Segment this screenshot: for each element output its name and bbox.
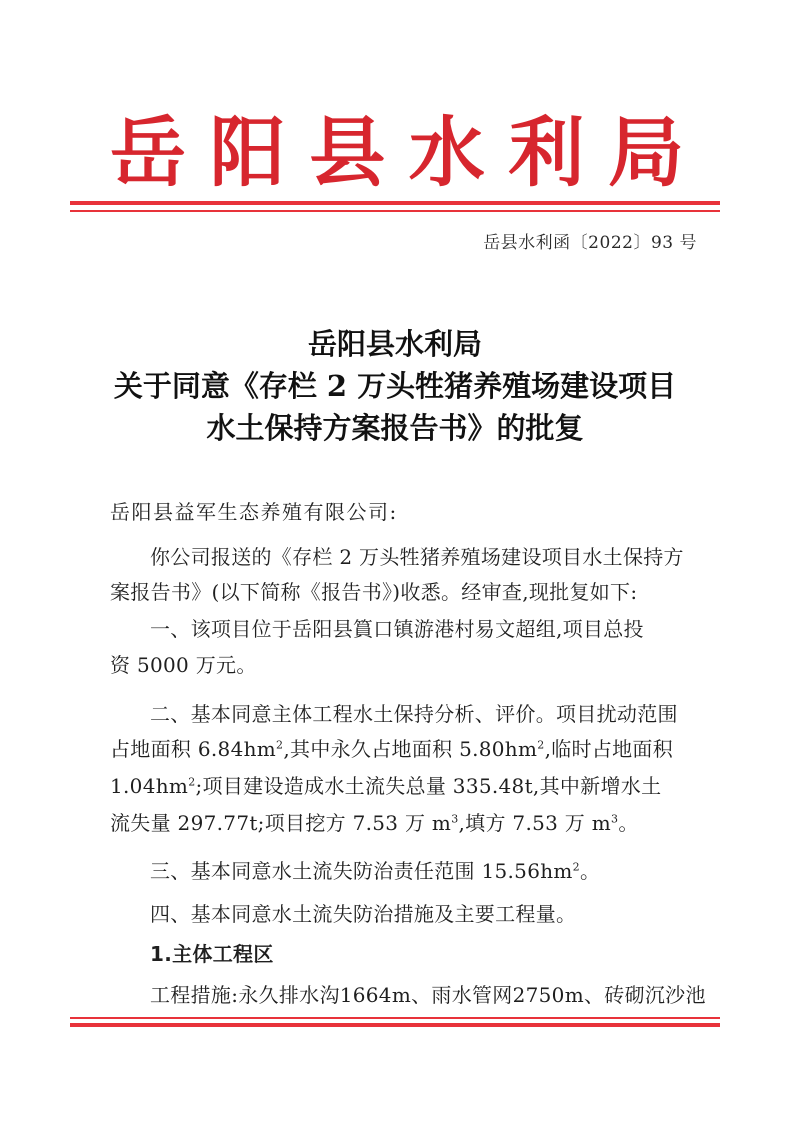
paragraph-3-line1: 二、基本同意主体工程水土保持分析、评价。项目扰动范围 bbox=[150, 702, 678, 726]
superscript: 2 bbox=[537, 738, 545, 752]
document-title-line2: 关于同意《存栏 2 万头牲猪养殖场建设项目 bbox=[113, 369, 677, 403]
org-letterhead bbox=[70, 108, 720, 198]
letterhead-char: 阳 bbox=[209, 108, 286, 197]
document-title-line1: 岳阳县水利局 bbox=[307, 327, 482, 361]
salutation: 岳阳县益军生态养殖有限公司: bbox=[110, 500, 398, 524]
paragraph-3-line2 bbox=[110, 739, 710, 759]
superscript: 2 bbox=[188, 775, 196, 789]
paragraph-2-line1: 一、该项目位于岳阳县篔口镇游港村易文超组,项目总投 bbox=[150, 617, 644, 641]
text-segment: ,填方 7.53 万 m bbox=[458, 811, 612, 835]
text-segment: 。 bbox=[618, 811, 639, 835]
footer-divider-thin bbox=[70, 1017, 720, 1019]
superscript: 3 bbox=[611, 812, 619, 826]
document-number: 岳县水利函〔2022〕93 号 bbox=[483, 233, 697, 253]
header-divider-thick bbox=[70, 201, 720, 205]
letterhead-char: 局 bbox=[607, 108, 684, 197]
superscript: 2 bbox=[572, 860, 580, 874]
section-heading: 1.主体工程区 bbox=[150, 942, 274, 966]
text-segment: 1.04hm bbox=[110, 774, 189, 798]
header-divider-thin bbox=[70, 210, 720, 212]
paragraph-1-line1: 你公司报送的《存栏 2 万头牲猪养殖场建设项目水土保持方 bbox=[150, 545, 684, 569]
text-segment: ;项目建设造成水土流失总量 335.48t,其中新增水土 bbox=[195, 774, 662, 798]
letterhead-char: 水 bbox=[408, 108, 485, 197]
letterhead-char: 岳 bbox=[110, 108, 186, 197]
text-segment: ,其中永久占地面积 5.80hm bbox=[283, 737, 538, 761]
footer-divider-thick bbox=[70, 1023, 720, 1027]
paragraph-5: 四、基本同意水土流失防治措施及主要工程量。 bbox=[150, 902, 577, 926]
text-segment: 占地面积 6.84hm bbox=[110, 737, 277, 761]
letterhead-char: 利 bbox=[508, 108, 585, 197]
superscript: 3 bbox=[451, 812, 459, 826]
paragraph-2-line2: 资 5000 万元。 bbox=[110, 653, 257, 677]
text-segment: 流失量 297.77t;项目挖方 7.53 万 m bbox=[110, 811, 452, 835]
text-segment: 。 bbox=[579, 859, 601, 883]
document-title-line3: 水土保持方案报告书》的批复 bbox=[206, 411, 584, 445]
letterhead-char: 县 bbox=[309, 108, 386, 197]
paragraph-1-line2: 案报告书》(以下简称《报告书》)收悉。经审查,现批复如下: bbox=[110, 580, 638, 604]
superscript: 2 bbox=[276, 738, 284, 752]
text-segment: 三、基本同意水土流失防治责任范围 15.56hm bbox=[150, 859, 573, 883]
section-1-line1: 工程措施:永久排水沟1664m、雨水管网2750m、砖砌沉沙池 bbox=[150, 983, 706, 1007]
paragraph-3-line3 bbox=[110, 776, 710, 796]
paragraph-3-line4 bbox=[110, 813, 710, 833]
paragraph-4 bbox=[150, 861, 710, 881]
text-segment: ,临时占地面积 bbox=[544, 737, 674, 761]
